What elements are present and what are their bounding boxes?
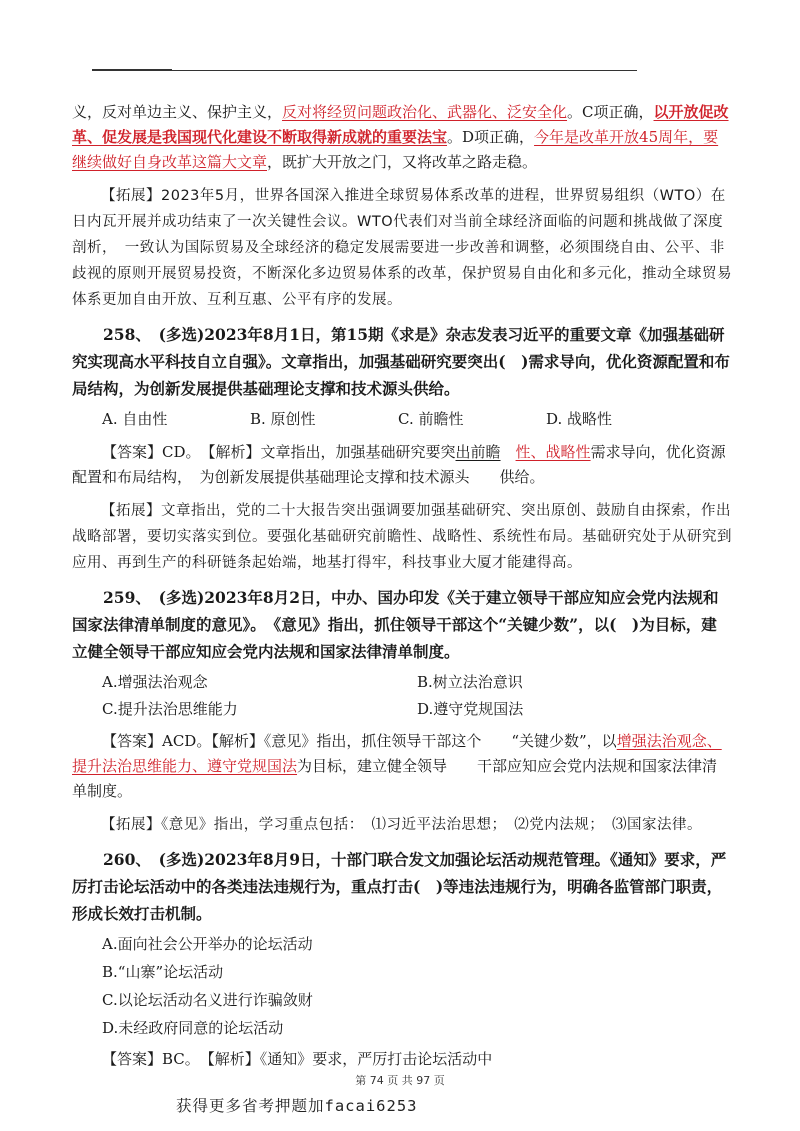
options-258 — [102, 406, 732, 432]
option-a: A.面向社会公开举办的论坛活动 — [102, 935, 313, 953]
options-260 — [102, 931, 732, 1041]
intro-paragraph — [72, 100, 732, 175]
answer-text: 【答案】CD。 【解析】文章指出，加强基础研究要突 — [102, 443, 456, 461]
answer-260: 【答案】BC。 【解析】《通知》要求，严厉打击论坛活动中 — [102, 1050, 493, 1068]
answer-gap — [501, 443, 516, 461]
extension-wto: 【拓展】2023年5月，世界各国深入推进全球贸易体系改革的进程，世界贸易组织（WTO）在日内瓦开展并成功结束了一次关键性会议。WTO代表们对当前全球经济面临的问题和挑战做了深度剖析， 一致认为国际贸易及全球经济的稳定发展需要进一步改善和调整，必须围绕自由、公平、非歧视的原则开展贸易投资，不断深化多边贸易体系的改革，保护贸易自由化和多元化，推动全球贸易体系更加自由开放、互利互惠、公平有序的发展。 — [72, 188, 732, 308]
option-a: A.增强法治观念 — [102, 673, 208, 691]
option-d: D.未经政府同意的论坛活动 — [102, 1019, 284, 1037]
page-content — [72, 100, 732, 1080]
option-c: C.提升法治思维能力 — [102, 700, 238, 718]
question-259: 259、 (多选)2023年8月2日，中办、国办印发《关于建立领导干部应知应会党内法规和国家法律清单制度的意见》。 《意见》指出，抓住领导干部这个“关键少数”，以( )为目标，建立健全领导干部应知应会党内法规和国家法律清单制度。 — [72, 588, 719, 661]
option-b: B.“山寨”论坛活动 — [102, 963, 224, 981]
option-a: A. 自由性 — [102, 410, 168, 428]
option-d: D. 战略性 — [546, 410, 613, 428]
option-d: D.遵守党规国法 — [417, 700, 524, 718]
question-258: 258、 (多选)2023年8月1日，第15期《求是》杂志发表习近平的重要文章《加强基础研究实现高水平科技自立自强》。文章指出，加强基础研究要突出( )需求导向，优化资源配置和布局结构，为创新发展提供基础理论支撑和技术源头供给。 — [72, 325, 730, 398]
question-260: 260、 (多选)2023年8月9日，十部门联合发文加强论坛活动规范管理。《通知》要求，严厉打击论坛活动中的各类违法违规行为，重点打击( )等违法违规行为，明确各监管部门职责，形成长效打击机制。 — [72, 850, 727, 923]
intro-text: 义，反对单边主义、保护主义， — [72, 103, 283, 121]
intro-highlight: 反对将经贸问题政治化、武器化、泛安全化 — [282, 103, 568, 121]
option-b: B. 原创性 — [250, 410, 316, 428]
extension-258: 【拓展】文章指出，党的二十大报告突出强调要加强基础研究、突出原创、鼓励自由探索，作出战略部署，要切实落实到位。要强化基础研究前瞻性、战略性、系统性布局。基础研究处于从研究到应用、再到生产的科研链条起始端，地基打得牢，科技事业大厦才能建得高。 — [72, 503, 732, 571]
intro-text: 。D项正确， — [447, 128, 535, 146]
answer-highlight: 增强法治观念、提升法治思维能力、遵守党规国法 — [72, 732, 722, 775]
option-c: C. 前瞻性 — [398, 410, 464, 428]
option-c: C.以论坛活动名义进行诈骗敛财 — [102, 991, 313, 1009]
answer-text: 【答案】ACD。【解析】《意见》指出，抓住领导干部这个 “关键少数”，以 — [102, 732, 617, 750]
intro-text: ，既扩大开放之门，又将改革之路走稳。 — [267, 153, 538, 171]
answer-highlight: 性、战略性 — [515, 443, 591, 461]
answer-258 — [72, 440, 732, 490]
option-b: B.树立法治意识 — [417, 673, 523, 691]
answer-text: 为目标，建立健全领导 干部应知应会党内法规和国家法律清单制度。 — [72, 757, 718, 800]
intro-text: 。C项正确， — [567, 103, 654, 121]
answer-text: 需求导向，优化资源配置和布局结构， 为创新发展提供基础理论支撑和技术源头 供给。 — [72, 443, 726, 486]
answer-259 — [72, 729, 732, 804]
answer-underlined: 出前瞻 — [455, 443, 501, 461]
options-259 — [102, 669, 732, 723]
intro-highlight: 今年是改革开放45周年，要继续做好自身改革这篇大文章 — [72, 128, 719, 171]
header-rule — [92, 70, 637, 71]
intro-highlight: 以开放促改革、促发展是我国现代化建设不断取得新成就的重要法宝 — [72, 103, 729, 146]
extension-259: 【拓展】《意见》指出，学习重点包括： ⑴习近平法治思想； ⑵党内法规； ⑶国家法律。 — [101, 817, 702, 833]
page-number: 第 74 页 共 97 页 — [355, 1074, 445, 1087]
promo-text: 获得更多省考押题加facai6253 — [176, 1097, 418, 1115]
